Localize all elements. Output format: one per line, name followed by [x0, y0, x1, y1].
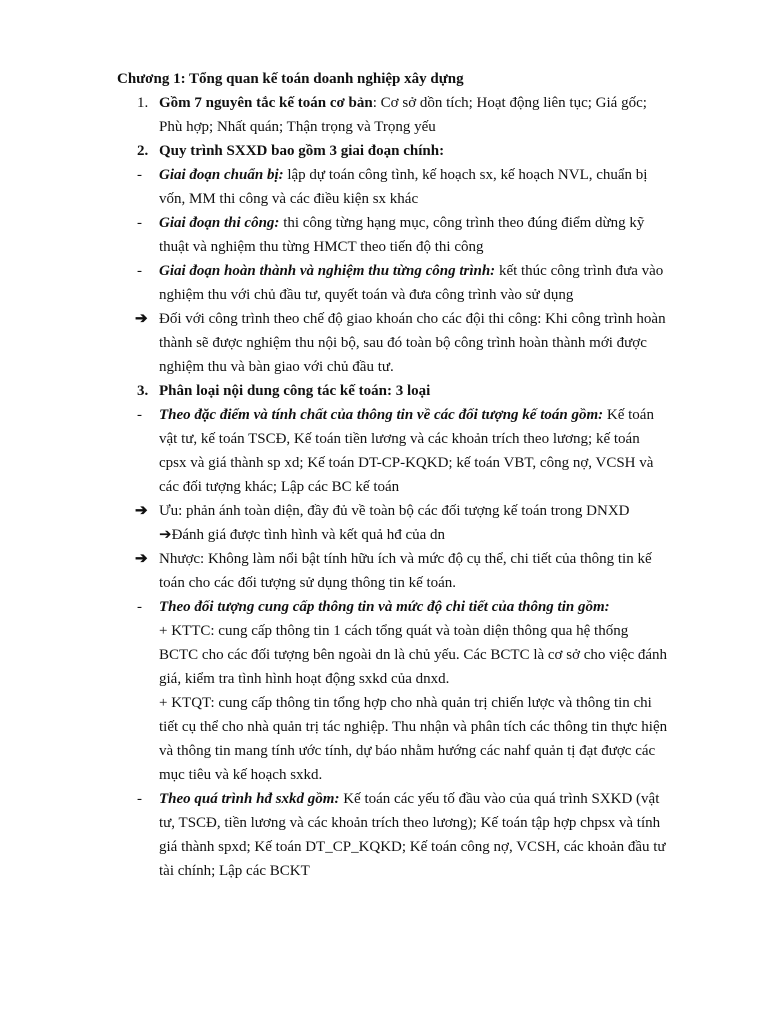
stage-construction-text: thi công từng hạng mục, công trình theo đúng điểm dừng kỹ thuật và nghiệm thu từng HMCT theo tiến độ thi công [159, 215, 645, 255]
arrow-icon: ➔ [135, 503, 148, 519]
stage-construction-label: Giai đoạn thi công: [159, 215, 280, 231]
arrow-icon: ➔ [135, 311, 148, 327]
item-3 [117, 379, 670, 403]
item-2-title: Quy trình SXXD bao gồm 3 giai đoạn chính: [159, 143, 445, 159]
disadvantage-text: Nhược: Không làm nổi bật tính hữu ích và mức độ cụ thể, chi tiết của thông tin kế toán cho các đối tượng sử dụng thông tin kế toán. [159, 551, 652, 591]
stage-completion [117, 259, 670, 307]
advantage-conclusion: ➔Đánh giá được tình hình và kết quả hđ của dn [159, 527, 446, 543]
contract-note [117, 307, 670, 379]
contract-note-text: Đối với công trình theo chế độ giao khoán cho các đội thi công: Khi công trình hoàn thành sẽ được nghiệm thu nội bộ, sau đó toàn bộ công trình hoàn thành mới được nghiệm thu và bàn giao với chủ đầu tư. [159, 311, 666, 375]
bullet-dash: - [137, 599, 142, 615]
item-1 [117, 91, 670, 139]
ktqt-paragraph: + KTQT: cung cấp thông tin tổng hợp cho nhà quản trị chiến lược và thông tin chi tiết cụ thể cho nhà quản trị tác nghiệp. Thu nhận và phân tích các thông tin thực hiện và thông tin mang tính ước tính, dự báo nhằm hướng các nahf quản tị đạt được các mục tiêu và kế hoạch sxkd. [159, 695, 668, 783]
item-2 [117, 139, 670, 163]
stage-completion-text: kết thúc công trình đưa vào nghiệm thu với chủ đầu tư, quyết toán và đưa công trình vào sử dụng [159, 263, 664, 303]
advantage-note [117, 499, 670, 547]
bullet-dash: - [137, 263, 142, 279]
chapter-title: Chương 1: Tổng quan kế toán doanh nghiệp xây dựng [117, 71, 464, 87]
classification-by-recipient [117, 595, 670, 619]
disadvantage-note [117, 547, 670, 595]
classification-by-characteristics [117, 403, 670, 499]
classification-by-recipient-label: Theo đối tượng cung cấp thông tin và mức độ chi tiết của thông tin gồm: [159, 599, 610, 615]
kttc-paragraph: + KTTC: cung cấp thông tin 1 cách tổng quát và toàn diện thông qua hệ thống BCTC cho các đối tượng bên ngoài dn là chủ yếu. Các BCTC là cơ sở cho việc đánh giá, kiểm tra tình hình hoạt động sxkd của dnxd. [159, 623, 668, 687]
classification-by-process-label: Theo quá trình hđ sxkd gồm: [159, 791, 340, 807]
document-body [117, 67, 670, 883]
item-3-title: Phân loại nội dung công tác kế toán: 3 loại [159, 383, 431, 399]
bullet-dash: - [137, 167, 142, 183]
classification-by-process [117, 787, 670, 883]
bullet-dash: - [137, 215, 142, 231]
classification-by-process-text: Kế toán các yếu tố đầu vào của quá trình SXKD (vật tư, TSCĐ, tiền lương và các khoản trích theo lương); Kế toán tập hợp chpsx và tính giá thành spxd; Kế toán DT_CP_KQKD; Kế toán công nợ, VCSH, các khoản đầu tư tài chính; Lập các BCKT [159, 791, 666, 879]
bullet-dash: - [137, 791, 142, 807]
item-3-marker: 3. [137, 383, 149, 399]
stage-construction [117, 211, 670, 259]
stage-completion-label: Giai đoạn hoàn thành và nghiệm thu từng công trình: [159, 263, 496, 279]
item-2-marker: 2. [137, 143, 149, 159]
classification-by-characteristics-label: Theo đặc điểm và tính chất của thông tin về các đối tượng kế toán gồm: [159, 407, 604, 423]
item-1-text: : Cơ sở dồn tích; Hoạt động liên tục; Giá gốc; Phù hợp; Nhất quán; Thận trọng và Trọng yếu [159, 95, 647, 135]
arrow-icon: ➔ [135, 551, 148, 567]
stage-prepare-label: Giai đoạn chuẩn bị: [159, 167, 284, 183]
item-1-title: Gồm 7 nguyên tắc kế toán cơ bản [159, 95, 373, 111]
stage-prepare [117, 163, 670, 211]
stage-prepare-text: lập dự toán công tình, kế hoạch sx, kế hoạch NVL, chuẩn bị vốn, MM thi công và các điều kiện sx khác [159, 167, 648, 207]
bullet-dash: - [137, 407, 142, 423]
item-1-marker: 1. [137, 95, 149, 111]
classification-by-characteristics-text: Kế toán vật tư, kế toán TSCĐ, Kế toán tiền lương và các khoản trích theo lương; kế toán cpsx và giá thành sp xd; Kế toán DT-CP-KQKD; kế toán VBT, công nợ, VCSH và các đối tượng khác; Lập các BC kế toán [159, 407, 654, 495]
advantage-text: Ưu: phản ánh toàn diện, đầy đủ về toàn bộ các đối tượng kế toán trong DNXD [159, 503, 630, 519]
